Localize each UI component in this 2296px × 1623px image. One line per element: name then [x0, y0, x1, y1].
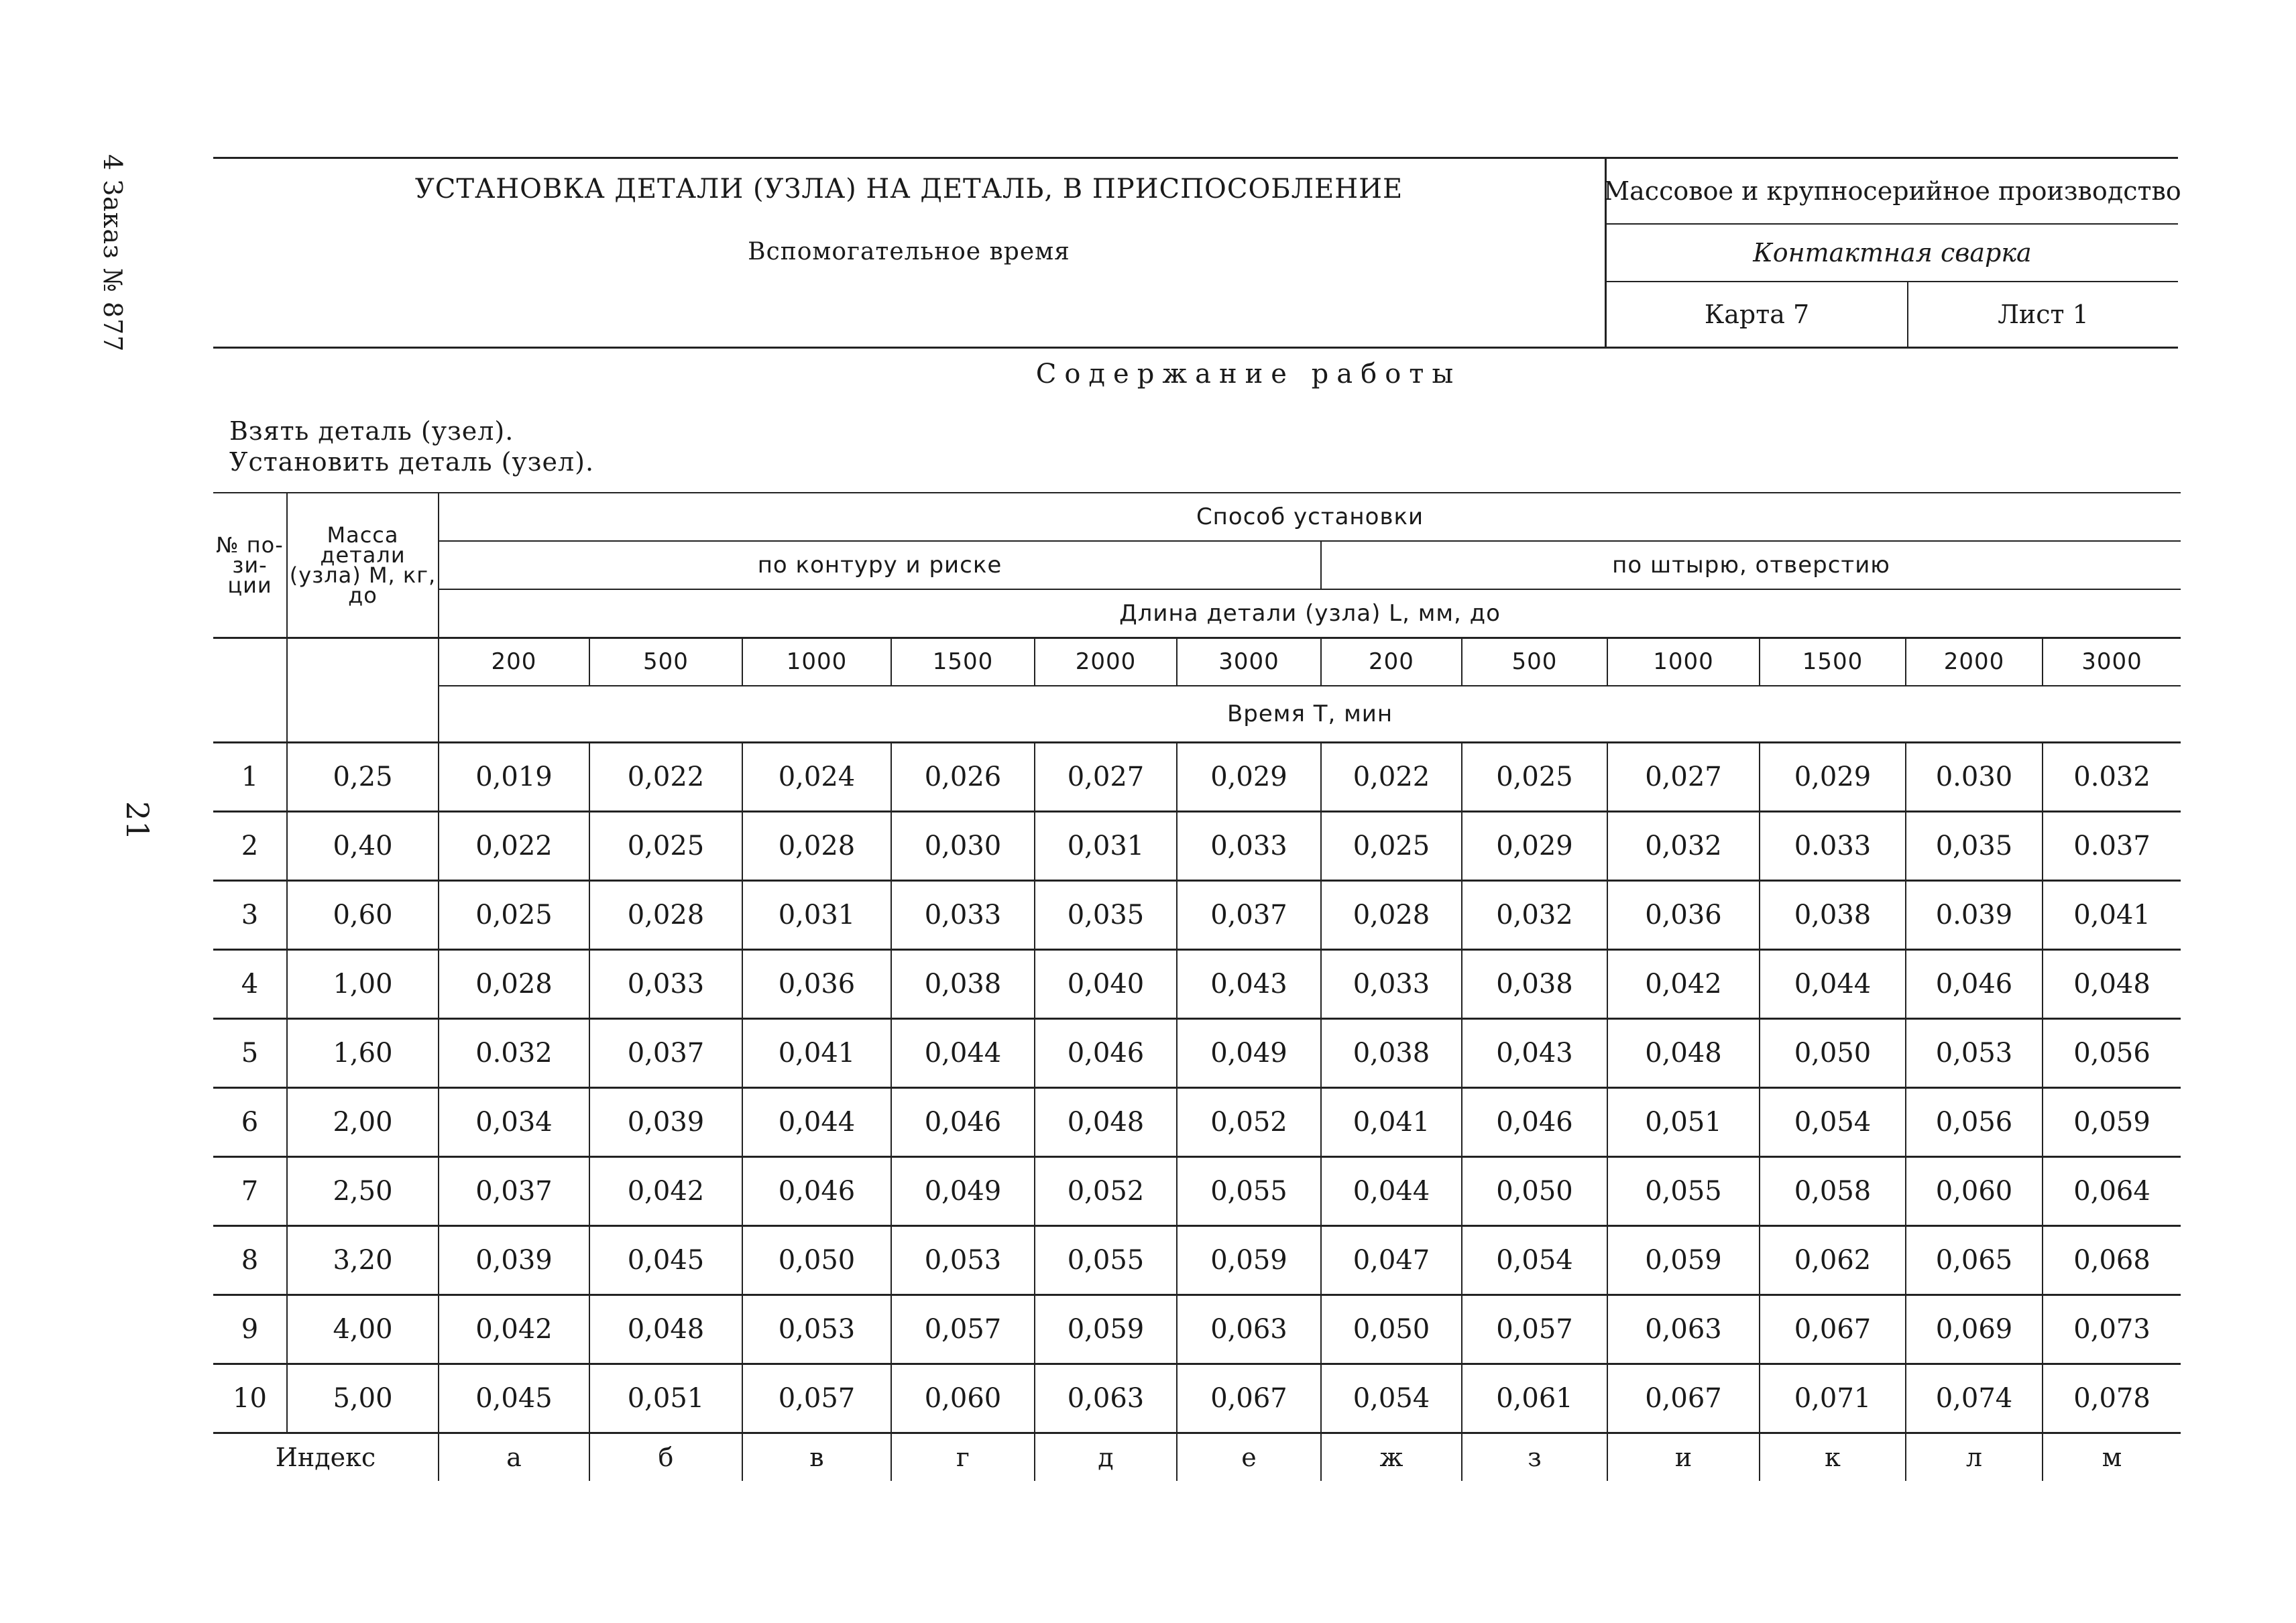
time-cell: 0,025: [439, 880, 589, 949]
time-cell: 0,056: [1906, 1087, 2043, 1156]
time-cell: 0,056: [2043, 1018, 2181, 1087]
method-header: Способ установки: [439, 493, 2181, 541]
time-cell: 0,043: [1177, 949, 1321, 1018]
document-header: [213, 157, 2181, 349]
time-cell: 0,044: [891, 1018, 1035, 1087]
index-cell: з: [1462, 1433, 1607, 1481]
time-cell: 0,054: [1321, 1364, 1462, 1433]
time-cell: 0,059: [1177, 1225, 1321, 1295]
time-cell: 0,054: [1760, 1087, 1906, 1156]
index-label: Индекс: [213, 1433, 439, 1481]
time-cell: 0,044: [742, 1087, 891, 1156]
time-cell: 0,069: [1906, 1295, 2043, 1364]
mass-cell: 5,00: [287, 1364, 439, 1433]
table-row: [213, 1295, 2181, 1364]
position-cell: 9: [213, 1295, 287, 1364]
position-cell: 3: [213, 880, 287, 949]
time-cell: 0,041: [1321, 1087, 1462, 1156]
time-cell: 0,041: [2043, 880, 2181, 949]
table-row: [213, 1225, 2181, 1295]
time-cell: 0,037: [589, 1018, 742, 1087]
time-cell: 0,029: [1760, 742, 1906, 811]
mass-cell: 4,00: [287, 1295, 439, 1364]
length-header: Длина детали (узла) L, мм, до: [439, 589, 2181, 638]
time-cell: 0,040: [1035, 949, 1177, 1018]
time-cell: 0,055: [1035, 1225, 1177, 1295]
index-cell: л: [1906, 1433, 2043, 1481]
time-cell: 0,052: [1177, 1087, 1321, 1156]
time-cell: 0,039: [439, 1225, 589, 1295]
time-cell: 0.032: [2043, 742, 2181, 811]
time-cell: 0,033: [589, 949, 742, 1018]
time-cell: 0,050: [1321, 1295, 1462, 1364]
time-cell: 0,037: [1177, 880, 1321, 949]
side-order-note: 4 Заказ № 877: [98, 154, 127, 353]
time-cell: 0,059: [1607, 1225, 1760, 1295]
time-cell: 0,042: [1607, 949, 1760, 1018]
time-cell: 0,028: [1321, 880, 1462, 949]
time-cell: 0,046: [742, 1156, 891, 1225]
position-cell: 1: [213, 742, 287, 811]
time-cell: 0,029: [1462, 811, 1607, 880]
time-cell: 0,050: [1462, 1156, 1607, 1225]
time-cell: 0,037: [439, 1156, 589, 1225]
blank-cell: [213, 638, 287, 742]
table-row: [213, 1018, 2181, 1087]
time-cell: 0,046: [1462, 1087, 1607, 1156]
table-row: [213, 949, 2181, 1018]
time-cell: 0,051: [589, 1364, 742, 1433]
mass-cell: 2,00: [287, 1087, 439, 1156]
document-subtitle: Вспомогательное время: [748, 238, 1070, 265]
table-row: [213, 742, 2181, 811]
time-cell: 0,041: [742, 1018, 891, 1087]
time-cell: 0,031: [1035, 811, 1177, 880]
process-type: Контактная сварка: [1607, 225, 2178, 282]
time-cell: 0,028: [742, 811, 891, 880]
position-cell: 2: [213, 811, 287, 880]
time-cell: 0,067: [1607, 1364, 1760, 1433]
time-cell: 0.032: [439, 1018, 589, 1087]
time-cell: 0,038: [891, 949, 1035, 1018]
time-cell: 0,046: [891, 1087, 1035, 1156]
time-cell: 0,054: [1462, 1225, 1607, 1295]
time-cell: 0,035: [1035, 880, 1177, 949]
mass-cell: 0,60: [287, 880, 439, 949]
time-cell: 0,074: [1906, 1364, 2043, 1433]
time-cell: 0,022: [1321, 742, 1462, 811]
time-cell: 0,031: [742, 880, 891, 949]
mass-cell: 1,00: [287, 949, 439, 1018]
time-table: [213, 492, 2181, 1481]
time-cell: 0.037: [2043, 811, 2181, 880]
time-cell: 0,044: [1321, 1156, 1462, 1225]
production-type: Массовое и крупносерийное производство: [1607, 159, 2178, 225]
time-cell: 0,025: [589, 811, 742, 880]
time-cell: 0,059: [1035, 1295, 1177, 1364]
time-cell: 0,063: [1177, 1295, 1321, 1364]
length-value: 2000: [1035, 638, 1177, 686]
time-cell: 0,019: [439, 742, 589, 811]
time-cell: 0.030: [1906, 742, 2043, 811]
time-cell: 0,028: [439, 949, 589, 1018]
time-cell: 0,038: [1321, 1018, 1462, 1087]
time-cell: 0,067: [1760, 1295, 1906, 1364]
time-cell: 0,059: [2043, 1087, 2181, 1156]
time-cell: 0,065: [1906, 1225, 2043, 1295]
position-cell: 6: [213, 1087, 287, 1156]
sheet-number: Лист 1: [1998, 300, 2089, 329]
length-value: 1000: [1607, 638, 1760, 686]
time-cell: 0,055: [1177, 1156, 1321, 1225]
index-cell: м: [2043, 1433, 2181, 1481]
length-value: 3000: [2043, 638, 2181, 686]
time-cell: 0.033: [1760, 811, 1906, 880]
time-cell: 0,034: [439, 1087, 589, 1156]
table-row: [213, 880, 2181, 949]
time-cell: 0,071: [1760, 1364, 1906, 1433]
blank-cell: [287, 638, 439, 742]
time-cell: 0,028: [589, 880, 742, 949]
time-cell: 0,068: [2043, 1225, 2181, 1295]
time-cell: 0,063: [1607, 1295, 1760, 1364]
mass-cell: 1,60: [287, 1018, 439, 1087]
work-steps: [229, 416, 594, 477]
time-cell: 0,030: [891, 811, 1035, 880]
mass-cell: 0,25: [287, 742, 439, 811]
time-cell: 0,052: [1035, 1156, 1177, 1225]
header-title-block: [213, 159, 1607, 347]
position-cell: 4: [213, 949, 287, 1018]
document-title: УСТАНОВКА ДЕТАЛИ (УЗЛА) НА ДЕТАЛЬ, В ПРИСПОСОБЛЕНИЕ: [414, 174, 1403, 204]
time-cell: 0,049: [891, 1156, 1035, 1225]
page-number: 21: [119, 801, 156, 841]
time-cell: 0,045: [439, 1364, 589, 1433]
time-cell: 0,048: [1607, 1018, 1760, 1087]
time-cell: 0,053: [742, 1295, 891, 1364]
header-info-block: [1603, 159, 2181, 347]
time-cell: 0,033: [1321, 949, 1462, 1018]
position-cell: 7: [213, 1156, 287, 1225]
time-cell: 0,032: [1462, 880, 1607, 949]
time-cell: 0,067: [1177, 1364, 1321, 1433]
length-value: 3000: [1177, 638, 1321, 686]
time-cell: 0,038: [1462, 949, 1607, 1018]
time-cell: 0,024: [742, 742, 891, 811]
time-cell: 0,046: [1906, 949, 2043, 1018]
time-cell: 0,073: [2043, 1295, 2181, 1364]
time-cell: 0,043: [1462, 1018, 1607, 1087]
time-cell: 0,035: [1906, 811, 2043, 880]
method-contour-header: по контуру и риске: [439, 541, 1321, 589]
table-row: [213, 1087, 2181, 1156]
length-value: 200: [1321, 638, 1462, 686]
work-step: Установить деталь (узел).: [229, 447, 595, 477]
index-cell: и: [1607, 1433, 1760, 1481]
time-cell: 0,050: [1760, 1018, 1906, 1087]
time-cell: 0,026: [891, 742, 1035, 811]
time-cell: 0,022: [439, 811, 589, 880]
length-value: 1500: [1760, 638, 1906, 686]
table-row: [213, 1364, 2181, 1433]
time-cell: 0,027: [1035, 742, 1177, 811]
index-cell: ж: [1321, 1433, 1462, 1481]
position-cell: 5: [213, 1018, 287, 1087]
card-number: Карта 7: [1607, 282, 1908, 347]
time-cell: 0.039: [1906, 880, 2043, 949]
time-cell: 0,060: [1906, 1156, 2043, 1225]
index-cell: в: [742, 1433, 891, 1481]
time-cell: 0,061: [1462, 1364, 1607, 1433]
work-step: Взять деталь (узел).: [229, 416, 514, 446]
position-cell: 10: [213, 1364, 287, 1433]
index-cell: а: [439, 1433, 589, 1481]
time-cell: 0,057: [891, 1295, 1035, 1364]
time-cell: 0,078: [2043, 1364, 2181, 1433]
position-cell: 8: [213, 1225, 287, 1295]
time-cell: 0,033: [1177, 811, 1321, 880]
mass-cell: 3,20: [287, 1225, 439, 1295]
time-cell: 0,057: [742, 1364, 891, 1433]
time-cell: 0,042: [589, 1156, 742, 1225]
mass-cell: 0,40: [287, 811, 439, 880]
time-cell: 0,022: [589, 742, 742, 811]
time-cell: 0,048: [2043, 949, 2181, 1018]
index-cell: е: [1177, 1433, 1321, 1481]
length-value: 200: [439, 638, 589, 686]
length-value: 500: [589, 638, 742, 686]
index-cell: д: [1035, 1433, 1177, 1481]
time-cell: 0,033: [891, 880, 1035, 949]
time-cell: 0,063: [1035, 1364, 1177, 1433]
time-cell: 0,046: [1035, 1018, 1177, 1087]
mass-cell: 2,50: [287, 1156, 439, 1225]
time-cell: 0,045: [589, 1225, 742, 1295]
time-cell: 0,025: [1462, 742, 1607, 811]
time-cell: 0,039: [589, 1087, 742, 1156]
time-cell: 0,058: [1760, 1156, 1906, 1225]
col-position-header: № по- зи- ции: [213, 493, 287, 638]
time-cell: 0,053: [1906, 1018, 2043, 1087]
time-cell: 0,025: [1321, 811, 1462, 880]
time-cell: 0,048: [589, 1295, 742, 1364]
table-row: [213, 811, 2181, 880]
time-cell: 0,038: [1760, 880, 1906, 949]
time-cell: 0,055: [1607, 1156, 1760, 1225]
index-cell: г: [891, 1433, 1035, 1481]
method-pin-header: по штырю, отверстию: [1321, 541, 2181, 589]
time-cell: 0,044: [1760, 949, 1906, 1018]
time-header: Время Т, мин: [439, 686, 2181, 742]
length-value: 1000: [742, 638, 891, 686]
time-cell: 0,036: [742, 949, 891, 1018]
time-cell: 0,048: [1035, 1087, 1177, 1156]
time-cell: 0,064: [2043, 1156, 2181, 1225]
time-cell: 0,027: [1607, 742, 1760, 811]
time-cell: 0,042: [439, 1295, 589, 1364]
time-cell: 0,029: [1177, 742, 1321, 811]
time-cell: 0,062: [1760, 1225, 1906, 1295]
time-cell: 0,060: [891, 1364, 1035, 1433]
length-value: 500: [1462, 638, 1607, 686]
time-cell: 0,032: [1607, 811, 1760, 880]
index-cell: б: [589, 1433, 742, 1481]
index-cell: к: [1760, 1433, 1906, 1481]
time-cell: 0,051: [1607, 1087, 1760, 1156]
table-row: [213, 1156, 2181, 1225]
time-cell: 0,057: [1462, 1295, 1607, 1364]
time-cell: 0,047: [1321, 1225, 1462, 1295]
time-cell: 0,049: [1177, 1018, 1321, 1087]
col-mass-header: Масса детали (узла) М, кг, до: [287, 493, 439, 638]
time-cell: 0,053: [891, 1225, 1035, 1295]
time-cell: 0,050: [742, 1225, 891, 1295]
length-value: 1500: [891, 638, 1035, 686]
length-value: 2000: [1906, 638, 2043, 686]
time-cell: 0,036: [1607, 880, 1760, 949]
content-title: Содержание работы: [1035, 359, 1462, 389]
